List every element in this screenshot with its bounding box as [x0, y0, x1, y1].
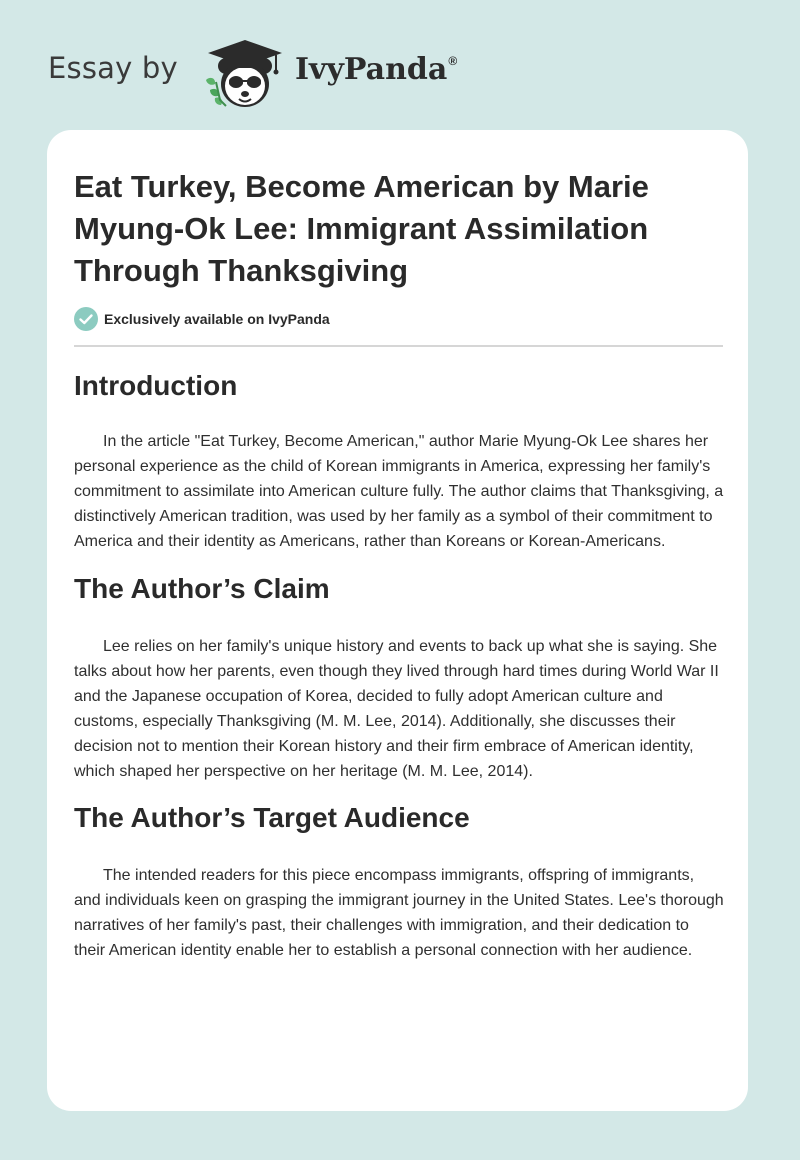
section-heading: The Author’s Claim [74, 573, 330, 604]
essay-by-label: Essay by [48, 51, 178, 85]
section-paragraph: The intended readers for this piece encompass immigrants, offspring of immigrants, and individuals keen on grasping the immigrant journey in the United States. Lee's thorough narratives of her family's past, their challenges with immigration, and their dedication to their American identity enable her to establish a personal connection with her audience. [74, 867, 724, 959]
section-authors-claim [74, 569, 724, 784]
essay-body [74, 366, 724, 963]
site-header [48, 34, 748, 114]
brand-name[interactable] [295, 52, 457, 87]
essay-card [47, 130, 748, 1111]
section-introduction [74, 366, 724, 554]
section-paragraph: Lee relies on her family's unique history and events to back up what she is saying. She talks about how her parents, even though they lived through hard times during World War II and the Japanese occupation of Korea, decided to fully adopt American culture and customs, especially Thanksgiving (M. M. Lee, 2014). Additionally, she discusses their decision not to mention their Korean history and their firm embrace of American identity, which shaped her perspective on her heritage (M. M. Lee, 2014). [74, 638, 719, 780]
brand-name-text: IvyPanda [295, 52, 448, 87]
section-paragraph: In the article "Eat Turkey, Become American," author Marie Myung-Ok Lee shares her personal experience as the child of Korean immigrants in America, expressing her family's commitment to assimilate into American culture fully. The author claims that Thanksgiving, a distinctively American tradition, was used by her family as a symbol of their commitment to America and their identity as Americans, rather than Koreans or Korean-Americans. [74, 433, 724, 550]
check-circle-icon [74, 307, 98, 331]
section-heading: Introduction [74, 370, 238, 401]
title-divider [74, 345, 723, 347]
section-target-audience [74, 798, 724, 963]
registered-mark: ® [448, 54, 458, 68]
exclusive-badge-text: Exclusively available on IvyPanda [104, 311, 330, 327]
exclusive-badge [74, 306, 330, 332]
section-heading: The Author’s Target Audience [74, 802, 470, 833]
essay-title: Eat Turkey, Become American by Marie Myung-Ok Lee: Immigrant Assimilation Through Thanksgiving [74, 169, 649, 288]
panda-graduate-logo[interactable] [202, 36, 286, 112]
